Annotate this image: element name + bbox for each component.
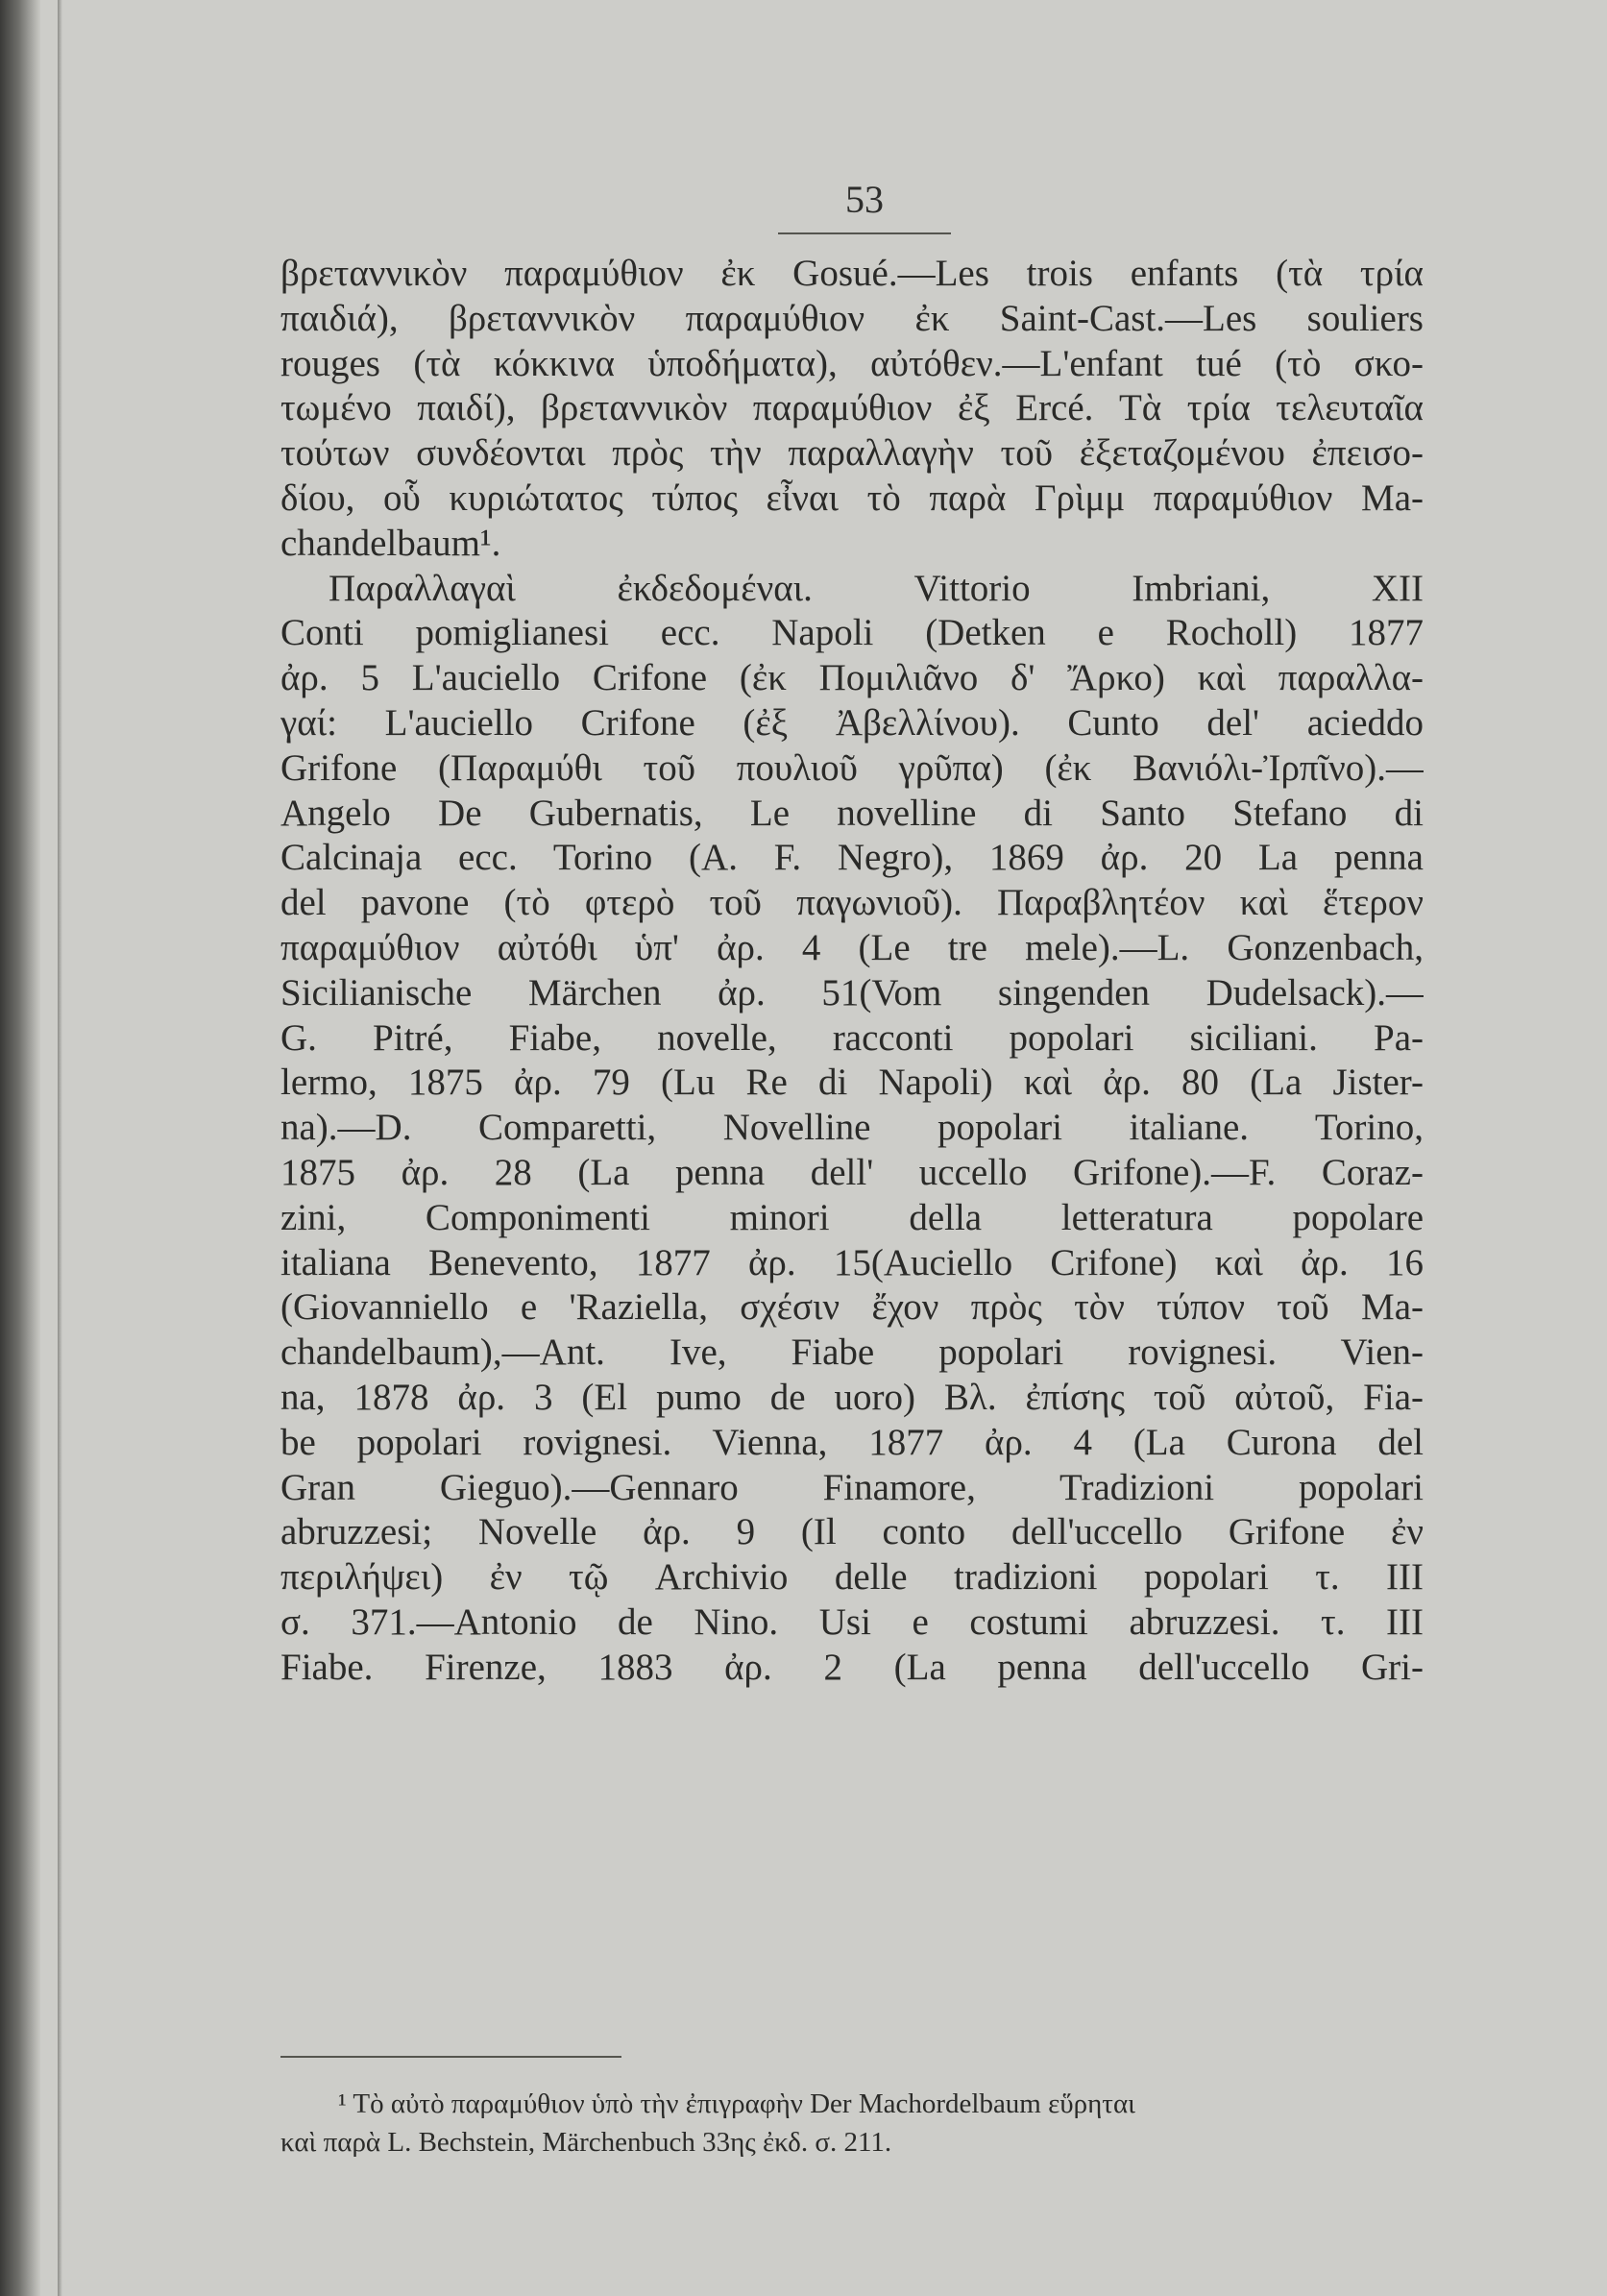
text-line: be popolari rovignesi. Vienna, 1877 ἀρ. 4 (La Curona del (280, 1421, 1424, 1463)
footnote-line: ¹ Τὸ αὐτὸ παραμύθιον ὑπὸ τὴν ἐπιγραφὴν Der Machordelbaum εὕρηται (338, 2088, 1135, 2119)
text-line: παιδιά), βρεταννικὸν παραμύθιον ἐκ Saint-Cast.—Les souliers (280, 297, 1424, 339)
text-line: rouges (τὰ κόκκινα ὑποδήματα), αὐτόθεν.—L'enfant tué (τὸ σκο- (280, 342, 1424, 384)
text-line: περιλήψει) ἐν τῷ Archivio delle tradizioni popolari τ. III (280, 1556, 1424, 1599)
text-line: na, 1878 ἀρ. 3 (El pumo de uoro) Βλ. ἐπίσης τοῦ αὐτοῦ, Fia- (280, 1376, 1424, 1418)
text-line: lermo, 1875 ἀρ. 79 (Lu Re di Napoli) καὶ ἀρ. 80 (La Jister- (280, 1062, 1424, 1104)
text-line: ἀρ. 5 L'auciello Crifone (ἐκ Πομιλιᾶνο δ' Ἄρκο) καὶ παραλλα- (280, 657, 1424, 699)
text-line: Conti pomiglianesi ecc. Napoli (Detken e Rocholl) 1877 (280, 612, 1424, 654)
text-line: Angelo De Gubernatis, Le novelline di Santo Stefano di (280, 792, 1424, 834)
gutter-shadow (58, 0, 62, 2296)
body-text (280, 252, 1424, 1691)
text-line: σ. 371.—Antonio de Nino. Usi e costumi abruzzesi. τ. III (280, 1600, 1424, 1643)
text-line: παραμύθιον αὐτόθι ὑπ' ἀρ. 4 (Le tre mele).—L. Gonzenbach, (280, 926, 1424, 968)
book-spine-shadow (0, 0, 40, 2296)
text-line: 1875 ἀρ. 28 (La penna dell' uccello Grifone).—F. Coraz- (280, 1151, 1424, 1193)
text-line: Fiabe. Firenze, 1883 ἀρ. 2 (La penna dell'uccello Gri- (280, 1646, 1424, 1688)
text-line: Sicilianische Märchen ἀρ. 51(Vom singenden Dudelsack).— (280, 971, 1424, 1014)
text-line: τωμένο παιδί), βρεταννικὸν παραμύθιον ἐξ Ercé. Τὰ τρία τελευταῖα (280, 387, 1424, 429)
text-line: Grifone (Παραμύθι τοῦ πουλιοῦ γρῦπα) (ἐκ Βανιόλι-Ἰρπῖνο).— (280, 746, 1424, 789)
text-line: δίου, οὗ κυριώτατος τύπος εἶναι τὸ παρὰ Γρὶμμ παραμύθιον Ma- (280, 476, 1424, 519)
text-line: Gran Gieguo).—Gennaro Finamore, Tradizioni popolari (280, 1466, 1424, 1508)
page-header (768, 173, 961, 227)
text-line: βρεταννικὸν παραμύθιον ἐκ Gosué.—Les trois enfants (τὰ τρία (280, 253, 1424, 294)
text-line: γαί: L'auciello Crifone (ἐξ Ἀβελλίνου). Cunto del' acieddo (280, 701, 1424, 744)
text-line: na).—D. Comparetti, Novelline popolari italiane. Torino, (280, 1107, 1424, 1149)
text-line: chandelbaum¹. (280, 522, 501, 564)
text-line: Calcinaja ecc. Torino (A. F. Negro), 1869 ἀρ. 20 La penna (280, 837, 1424, 879)
text-line: (Giovanniello e 'Raziella, σχέσιν ἔχον πρὸς τὸν τύπον τοῦ Ma- (280, 1286, 1424, 1329)
footnote (280, 2085, 1424, 2162)
header-rule (778, 232, 951, 234)
text-line: zini, Componimenti minori della letteratura popolare (280, 1196, 1424, 1238)
text-line: chandelbaum),—Ant. Ive, Fiabe popolari rovignesi. Vien- (280, 1331, 1424, 1374)
text-line: G. Pitré, Fiabe, novelle, racconti popolari siciliani. Pa- (280, 1016, 1424, 1059)
footnote-rule (280, 2056, 621, 2058)
text-line: italiana Benevento, 1877 ἀρ. 15(Auciello Crifone) καὶ ἀρ. 16 (280, 1241, 1424, 1283)
page-number: 53 (845, 178, 884, 221)
text-line: del pavone (τὸ φτερὸ τοῦ παγωνιοῦ). Παραβλητέον καὶ ἕτερον (280, 882, 1424, 924)
text-line: τούτων συνδέονται πρὸς τὴν παραλλαγὴν τοῦ ἐξεταζομένου ἐπεισο- (280, 432, 1424, 475)
section-heading-line: Παραλλαγαὶ ἐκδεδομέναι. Vittorio Imbriani, XII (329, 567, 1424, 609)
footnote-line: καὶ παρὰ L. Bechstein, Märchenbuch 33ης ἐκδ. σ. 211. (280, 2127, 892, 2158)
text-line: abruzzesi; Novelle ἀρ. 9 (Il conto dell'uccello Grifone ἐν (280, 1511, 1424, 1553)
